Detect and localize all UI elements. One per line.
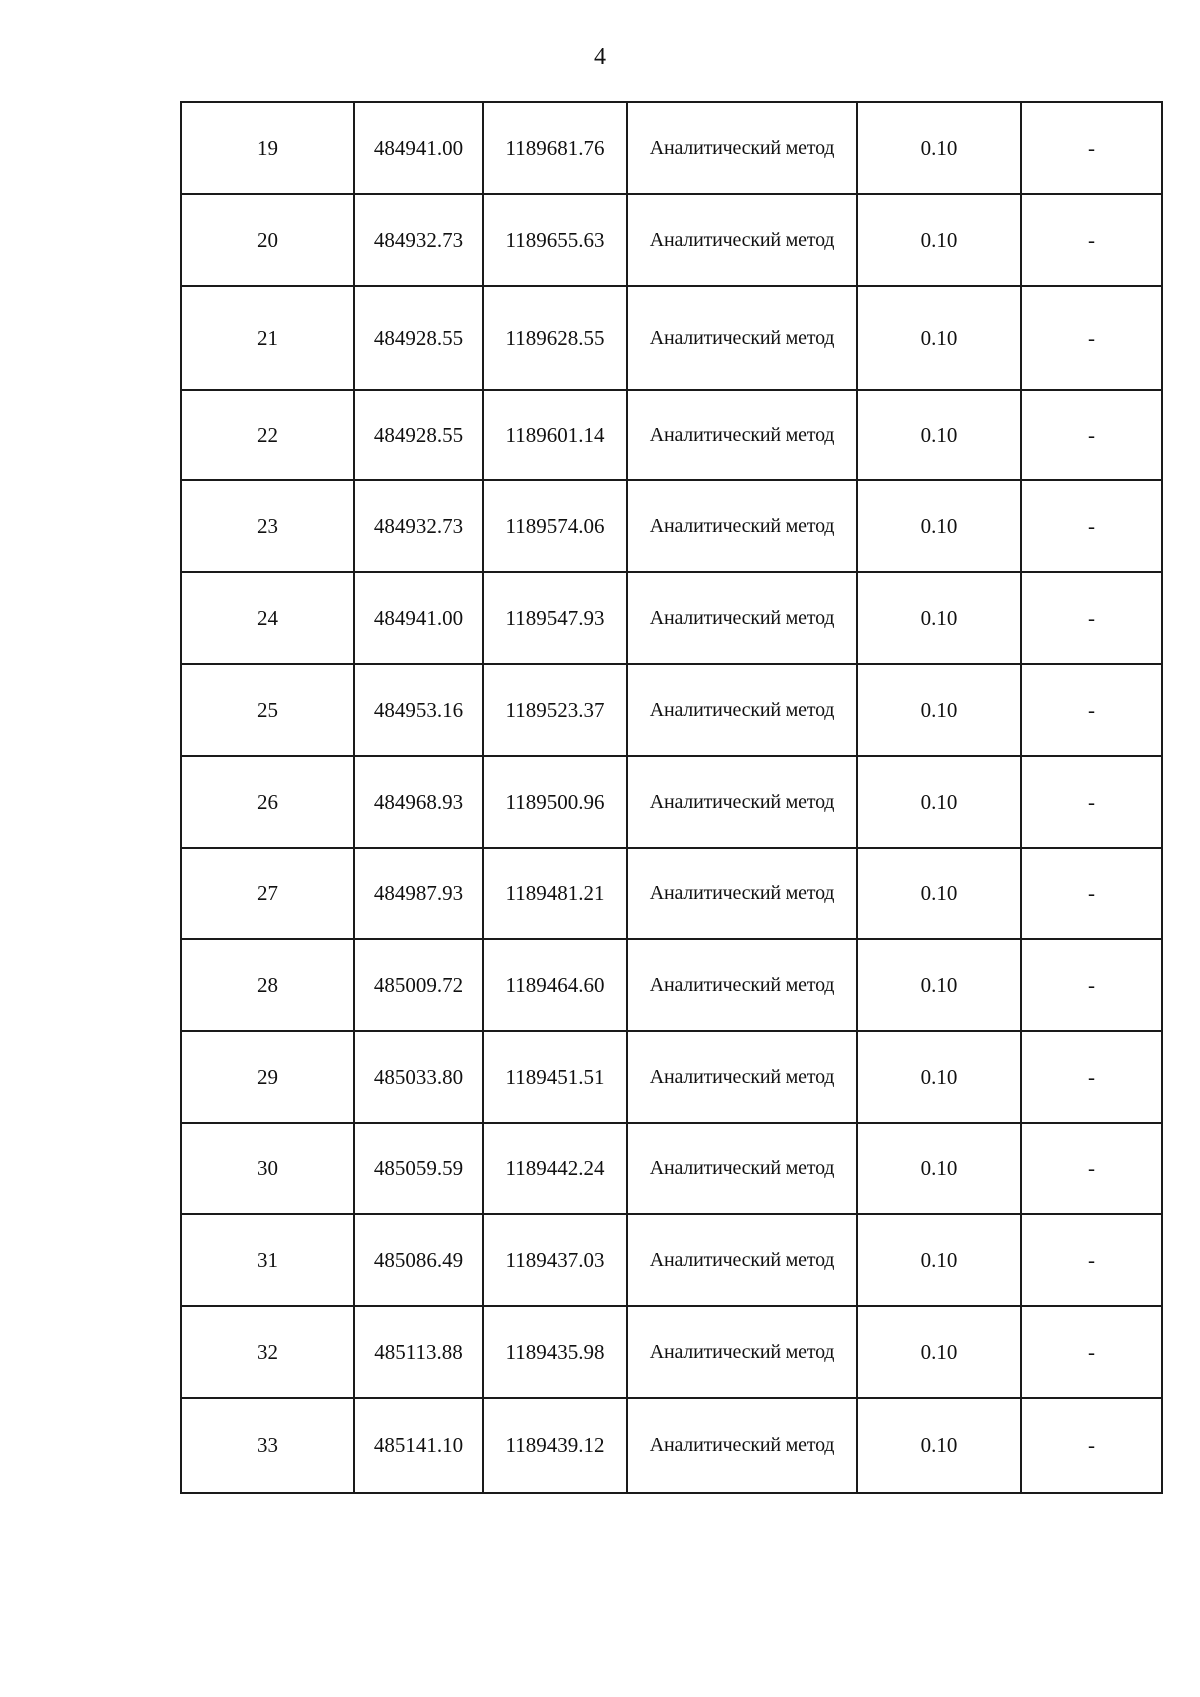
accuracy-cell: 0.10 xyxy=(857,480,1021,572)
y-coordinate-cell: 1189439.12 xyxy=(483,1398,627,1493)
note-cell: - xyxy=(1021,664,1162,756)
y-coordinate-cell: 1189464.60 xyxy=(483,939,627,1031)
y-coordinate-cell: 1189547.93 xyxy=(483,572,627,664)
table-row xyxy=(181,572,1162,664)
point-number-cell: 33 xyxy=(181,1398,354,1493)
point-number-cell: 19 xyxy=(181,102,354,194)
accuracy-cell: 0.10 xyxy=(857,194,1021,286)
accuracy-cell: 0.10 xyxy=(857,1306,1021,1398)
x-coordinate-cell: 484928.55 xyxy=(354,390,483,480)
table-row xyxy=(181,939,1162,1031)
table-row xyxy=(181,1214,1162,1306)
table-row xyxy=(181,1306,1162,1398)
accuracy-cell: 0.10 xyxy=(857,939,1021,1031)
x-coordinate-cell: 484968.93 xyxy=(354,756,483,848)
x-coordinate-cell: 485141.10 xyxy=(354,1398,483,1493)
accuracy-cell: 0.10 xyxy=(857,390,1021,480)
method-cell: Аналитический метод xyxy=(627,1123,857,1214)
table-row xyxy=(181,102,1162,194)
y-coordinate-cell: 1189442.24 xyxy=(483,1123,627,1214)
method-cell: Аналитический метод xyxy=(627,664,857,756)
note-cell: - xyxy=(1021,1123,1162,1214)
x-coordinate-cell: 484987.93 xyxy=(354,848,483,939)
table-row xyxy=(181,480,1162,572)
point-number-cell: 21 xyxy=(181,286,354,390)
x-coordinate-cell: 485033.80 xyxy=(354,1031,483,1123)
y-coordinate-cell: 1189451.51 xyxy=(483,1031,627,1123)
y-coordinate-cell: 1189437.03 xyxy=(483,1214,627,1306)
table-row xyxy=(181,1398,1162,1493)
method-cell: Аналитический метод xyxy=(627,1031,857,1123)
method-cell: Аналитический метод xyxy=(627,939,857,1031)
method-cell: Аналитический метод xyxy=(627,480,857,572)
method-cell: Аналитический метод xyxy=(627,286,857,390)
point-number-cell: 25 xyxy=(181,664,354,756)
x-coordinate-cell: 484953.16 xyxy=(354,664,483,756)
table-row xyxy=(181,848,1162,939)
note-cell: - xyxy=(1021,102,1162,194)
point-number-cell: 30 xyxy=(181,1123,354,1214)
coordinates-table-body xyxy=(181,102,1162,1493)
note-cell: - xyxy=(1021,1214,1162,1306)
y-coordinate-cell: 1189601.14 xyxy=(483,390,627,480)
point-number-cell: 27 xyxy=(181,848,354,939)
note-cell: - xyxy=(1021,572,1162,664)
note-cell: - xyxy=(1021,480,1162,572)
accuracy-cell: 0.10 xyxy=(857,664,1021,756)
y-coordinate-cell: 1189574.06 xyxy=(483,480,627,572)
accuracy-cell: 0.10 xyxy=(857,1398,1021,1493)
accuracy-cell: 0.10 xyxy=(857,572,1021,664)
note-cell: - xyxy=(1021,1306,1162,1398)
table-row xyxy=(181,286,1162,390)
table-row xyxy=(181,194,1162,286)
note-cell: - xyxy=(1021,286,1162,390)
point-number-cell: 31 xyxy=(181,1214,354,1306)
accuracy-cell: 0.10 xyxy=(857,1214,1021,1306)
y-coordinate-cell: 1189500.96 xyxy=(483,756,627,848)
table-row xyxy=(181,756,1162,848)
point-number-cell: 29 xyxy=(181,1031,354,1123)
note-cell: - xyxy=(1021,939,1162,1031)
table-row xyxy=(181,1031,1162,1123)
x-coordinate-cell: 485009.72 xyxy=(354,939,483,1031)
table-row xyxy=(181,390,1162,480)
method-cell: Аналитический метод xyxy=(627,756,857,848)
x-coordinate-cell: 484932.73 xyxy=(354,480,483,572)
y-coordinate-cell: 1189655.63 xyxy=(483,194,627,286)
accuracy-cell: 0.10 xyxy=(857,102,1021,194)
point-number-cell: 22 xyxy=(181,390,354,480)
note-cell: - xyxy=(1021,1031,1162,1123)
method-cell: Аналитический метод xyxy=(627,1306,857,1398)
table-row xyxy=(181,664,1162,756)
point-number-cell: 32 xyxy=(181,1306,354,1398)
point-number-cell: 26 xyxy=(181,756,354,848)
method-cell: Аналитический метод xyxy=(627,572,857,664)
x-coordinate-cell: 484941.00 xyxy=(354,572,483,664)
point-number-cell: 28 xyxy=(181,939,354,1031)
x-coordinate-cell: 484941.00 xyxy=(354,102,483,194)
table-row xyxy=(181,1123,1162,1214)
accuracy-cell: 0.10 xyxy=(857,756,1021,848)
method-cell: Аналитический метод xyxy=(627,194,857,286)
y-coordinate-cell: 1189681.76 xyxy=(483,102,627,194)
x-coordinate-cell: 484928.55 xyxy=(354,286,483,390)
page-number: 4 xyxy=(594,44,606,70)
note-cell: - xyxy=(1021,194,1162,286)
x-coordinate-cell: 485086.49 xyxy=(354,1214,483,1306)
point-number-cell: 24 xyxy=(181,572,354,664)
y-coordinate-cell: 1189481.21 xyxy=(483,848,627,939)
y-coordinate-cell: 1189523.37 xyxy=(483,664,627,756)
method-cell: Аналитический метод xyxy=(627,102,857,194)
note-cell: - xyxy=(1021,390,1162,480)
method-cell: Аналитический метод xyxy=(627,1214,857,1306)
method-cell: Аналитический метод xyxy=(627,390,857,480)
y-coordinate-cell: 1189628.55 xyxy=(483,286,627,390)
accuracy-cell: 0.10 xyxy=(857,286,1021,390)
accuracy-cell: 0.10 xyxy=(857,1031,1021,1123)
note-cell: - xyxy=(1021,848,1162,939)
note-cell: - xyxy=(1021,1398,1162,1493)
method-cell: Аналитический метод xyxy=(627,848,857,939)
coordinates-table xyxy=(180,101,1163,1494)
method-cell: Аналитический метод xyxy=(627,1398,857,1493)
accuracy-cell: 0.10 xyxy=(857,1123,1021,1214)
x-coordinate-cell: 485113.88 xyxy=(354,1306,483,1398)
accuracy-cell: 0.10 xyxy=(857,848,1021,939)
x-coordinate-cell: 484932.73 xyxy=(354,194,483,286)
point-number-cell: 23 xyxy=(181,480,354,572)
x-coordinate-cell: 485059.59 xyxy=(354,1123,483,1214)
point-number-cell: 20 xyxy=(181,194,354,286)
note-cell: - xyxy=(1021,756,1162,848)
y-coordinate-cell: 1189435.98 xyxy=(483,1306,627,1398)
